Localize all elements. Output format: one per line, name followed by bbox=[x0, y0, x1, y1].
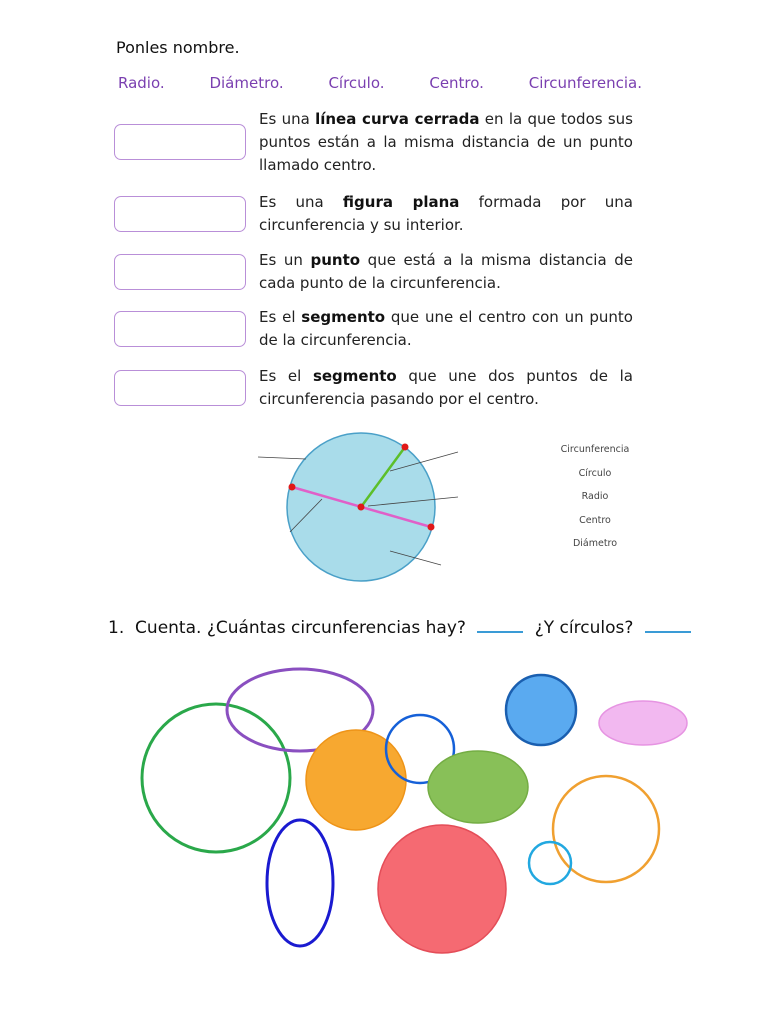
circle-diagram bbox=[258, 433, 458, 581]
word-circulo[interactable]: Círculo. bbox=[328, 74, 385, 92]
exercise-1-question bbox=[108, 618, 697, 638]
exercise-number: 1. bbox=[108, 618, 125, 638]
word-circunferencia[interactable]: Circunferencia. bbox=[528, 74, 642, 92]
definition-keyword: punto bbox=[310, 251, 361, 269]
diagram-point bbox=[428, 524, 435, 531]
label-circunferencia[interactable]: Circunferencia bbox=[560, 444, 630, 455]
word-radio[interactable]: Radio. bbox=[118, 74, 165, 92]
diagram-point bbox=[289, 484, 296, 491]
section-title: Ponles nombre. bbox=[116, 38, 240, 57]
definition-keyword: segmento bbox=[301, 308, 386, 326]
question-circles: ¿Y círculos? bbox=[534, 618, 634, 638]
label-circulo[interactable]: Círculo bbox=[578, 467, 612, 479]
definition-1: Es una línea curva cerrada en la que todos sus puntos están a la misma distancia de un punto llamado centro. bbox=[259, 110, 633, 174]
definition-keyword: segmento bbox=[312, 367, 397, 385]
definition-5: Es el segmento que une dos puntos de la circunferencia pasando por el centro. bbox=[259, 367, 633, 408]
label-centro[interactable]: Centro bbox=[579, 514, 611, 526]
question-circumferences: Cuenta. ¿Cuántas circunferencias hay? bbox=[135, 618, 466, 638]
answer-blank-circumferences[interactable] bbox=[477, 621, 523, 633]
shape-pink-circle[interactable] bbox=[599, 701, 687, 745]
definition-keyword: línea curva cerrada bbox=[315, 110, 480, 128]
diagram-center-point bbox=[358, 504, 365, 511]
answer-blank-circles[interactable] bbox=[645, 621, 691, 633]
arrow-circumference bbox=[258, 457, 306, 459]
definition-4: Es el segmento que une el centro con un punto de la circunferencia. bbox=[259, 308, 633, 349]
shape-green-circle[interactable] bbox=[428, 751, 528, 823]
label-diametro[interactable]: Diámetro bbox=[572, 538, 618, 550]
shape-red-circle[interactable] bbox=[378, 825, 506, 953]
shape-lightblue-circle[interactable] bbox=[506, 675, 576, 745]
shape-navy-circumference[interactable] bbox=[267, 820, 333, 946]
word-diametro[interactable]: Diámetro. bbox=[209, 74, 284, 92]
diagram-point bbox=[402, 444, 409, 451]
definition-2: Es una figura plana formada por una circunferencia y su interior. bbox=[259, 193, 633, 234]
label-radio[interactable]: Radio bbox=[581, 491, 609, 503]
shape-green-circumference[interactable] bbox=[142, 704, 290, 852]
diagram-label-list bbox=[552, 444, 638, 562]
definition-3: Es un punto que está a la misma distancia de cada punto de la circunferencia. bbox=[259, 251, 634, 292]
exercise-shapes bbox=[142, 669, 687, 953]
word-centro[interactable]: Centro. bbox=[429, 74, 484, 92]
shape-orange-circle[interactable] bbox=[306, 730, 406, 830]
shape-orange-circumference[interactable] bbox=[553, 776, 659, 882]
definition-keyword: figura plana bbox=[342, 193, 460, 211]
